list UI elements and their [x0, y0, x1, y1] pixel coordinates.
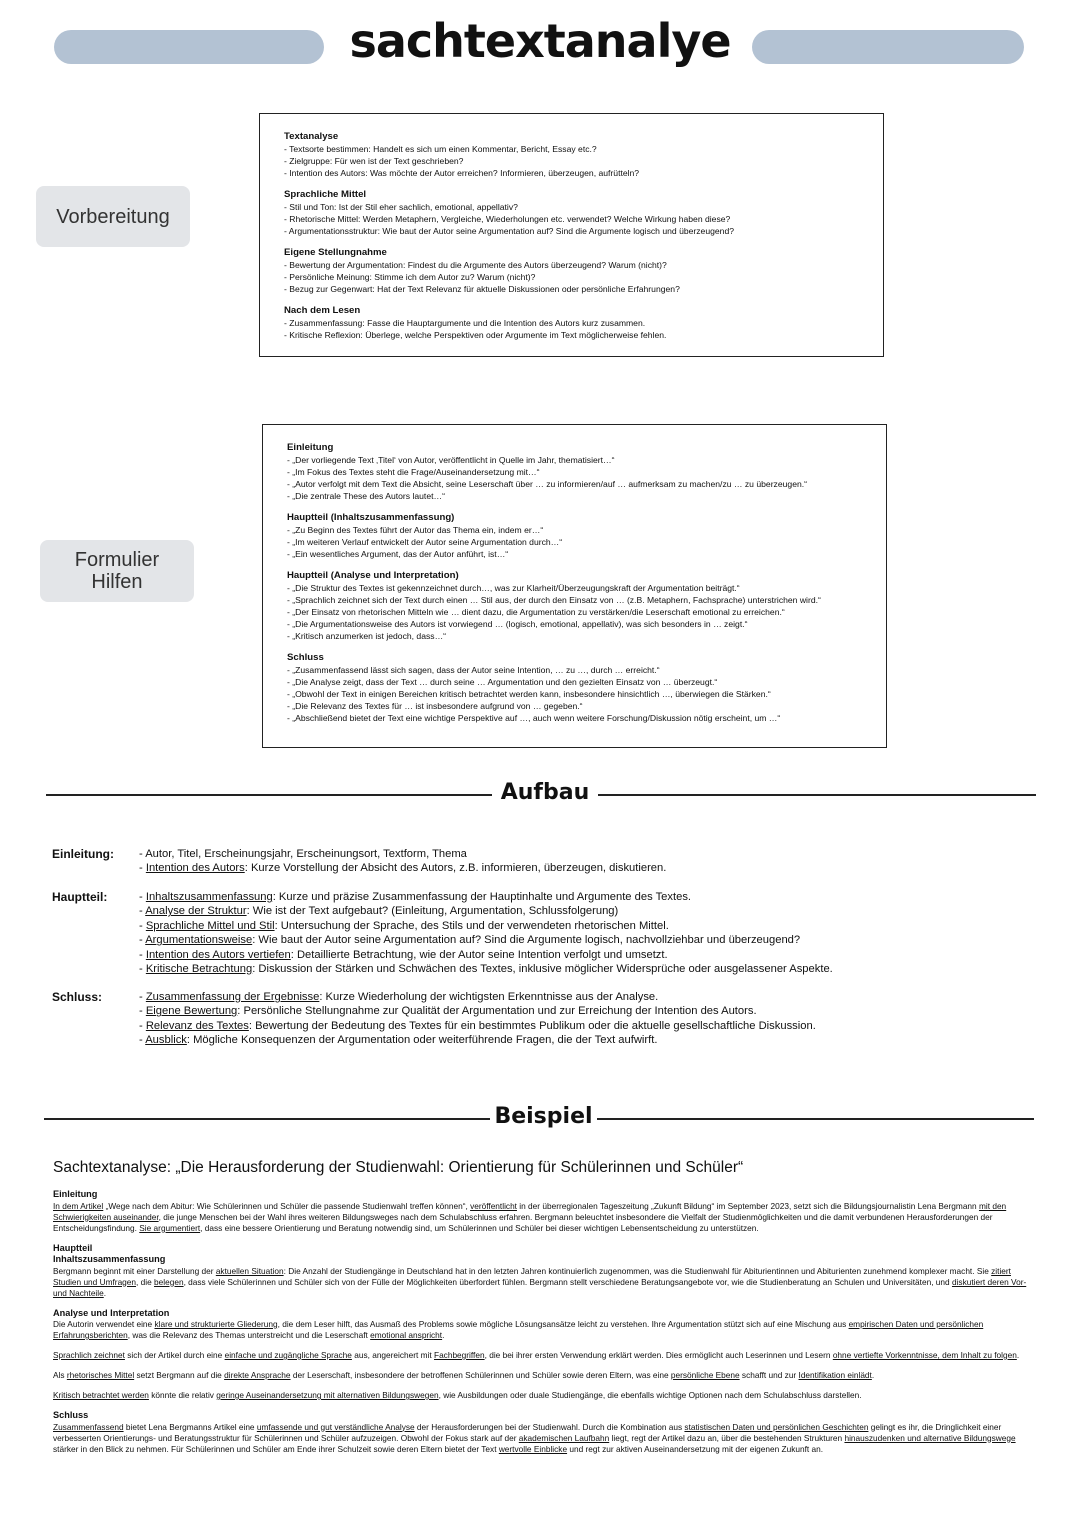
text-run: Bergmann beginnt mit einer Darstellung der [53, 1265, 216, 1276]
text-run: stärker in den Blick zu nehmen. Für Schülerinnen und Schüler am Ende ihrer Schulzeit sowie deren Eltern bietet der Text [53, 1443, 499, 1454]
box-section [284, 246, 859, 295]
text-run: in der überregionalen Tageszeitung „Zukunft Bildung“ im September 2023, setzt sich die Bildungsjournalistin Lena Bergmann [516, 1200, 979, 1211]
section-line: - Bewertung der Argumentation: Findest du die Argumente des Autors überzeugend? Warum (nicht)? [284, 260, 667, 270]
aufbau-item: - Analyse der Struktur: Wie ist der Text aufgebaut? (Einleitung, Argumentation, Schlussfolgerung) [139, 905, 619, 918]
text-run: setzt Bergmann auf die [134, 1370, 225, 1380]
underlined-phrase: diskutiert deren Vor- und Nachteile [53, 1276, 1027, 1298]
formulierhilfen-label: Formulier Hilfen [40, 540, 194, 602]
aufbau-item-term: Kritische Betrachtung [145, 963, 253, 976]
text-run: , wie Ausbildungen oder duale Studiengänge, die ebenfalls wichtige Optionen nach dem Schulabschluss darstellen. [438, 1390, 862, 1400]
section-line: - „Ein wesentliches Argument, das der Autor anführt, ist…“ [287, 549, 509, 559]
underlined-phrase: Identifikation einlädt [798, 1370, 872, 1380]
text-run: , dass eine bessere Orientierung und Beratung notwendig sind, um Schülerinnen und Schüler bei dieser wichtigen Lebensentscheidung zu unterstützen. [200, 1222, 759, 1233]
aufbau-items [139, 847, 1039, 876]
underlined-phrase: einfache und zugängliche Sprache [224, 1350, 352, 1360]
beispiel-einleitung [53, 1201, 1028, 1234]
section-line: - „Zusammenfassend lässt sich sagen, dass der Autor seine Intention, … zu …, durch … erreicht.“ [287, 665, 660, 675]
text-run: , die bei ihrer ersten Verwendung erklärt werden. Dies ermöglicht auch Leserinnen und Lesern [484, 1350, 833, 1360]
vorbereitung-label: Vorbereitung [36, 186, 190, 247]
aufbau-item: - Inhaltszusammenfassung: Kurze und präzise Zusammenfassung der Hauptinhalte und Argumente des Textes. [139, 891, 692, 903]
aufbau-item-term: Argumentationsweise [145, 934, 253, 947]
beispiel-schluss [53, 1422, 1028, 1455]
section-line: - Zusammenfassung: Fasse die Hauptargumente und die Intention des Autors kurz zusammen. [284, 318, 646, 328]
underlined-phrase: Sie argumentiert [139, 1222, 201, 1233]
underlined-phrase: geringe Auseinandersetzung mit alternativen Bildungswegen [216, 1390, 439, 1400]
beispiel-inhalt [53, 1266, 1028, 1299]
section-line: - „Die zentrale These des Autors lautet…“ [287, 491, 445, 501]
section-line: - „Der Einsatz von rhetorischen Mitteln wie … dient dazu, die Argumentation zu verstärken/die Leserschaft emotional zu erreichen.“ [287, 607, 785, 617]
vorbereitung-box [259, 113, 884, 357]
box-section [287, 511, 862, 560]
beispiel-divider-right [597, 1118, 1034, 1120]
text-run: gelingt es ihr, die Dringlichkeit einer verbesserten Orientierungs- und Beratungsstruktur für Schülerinnen und Schüler aufzuzeigen. Obwohl der Fokus stark auf der [53, 1421, 1002, 1443]
text-run: , die junge Menschen bei der Wahl ihres weiteren Bildungsweges nach dem Schulabschluss erfahren. Bergmann beleuchtet insbesondere die Vielfalt der Studienmöglichkeiten und die damit verbundenen Herausforderungen der Entscheidungsfindung. [53, 1211, 993, 1233]
aufbau-key: Einleitung: [52, 847, 114, 861]
aufbau-item: - Eigene Bewertung: Persönliche Stellungnahme zur Qualität der Argumentation und zur Erreichung der Intention des Autors. [139, 1005, 757, 1018]
beispiel-inhalt-heading: Inhaltszusammenfassung [53, 1254, 166, 1264]
section-heading: Eigene Stellungnahme [284, 247, 387, 258]
section-line: - „Im weiteren Verlauf entwickelt der Autor seine Argumentation durch…“ [287, 537, 563, 547]
section-line: - „Die Relevanz des Textes für … ist insbesondere aufgrund von … gegeben.“ [287, 701, 583, 711]
text-run: der Leserschaft, insbesondere der betroffenen Schülerinnen und Schüler sowie deren Eltern, was eine [290, 1370, 671, 1380]
underlined-phrase: umfassende und gut verständliche Analyse [256, 1421, 415, 1432]
text-run: könnte die relativ [148, 1390, 217, 1400]
header-pill-left [54, 30, 324, 64]
text-run: Die Autorin verwendet eine [53, 1319, 155, 1329]
aufbau-item-term: Sprachliche Mittel und Stil [145, 919, 275, 932]
section-line: - „Die Struktur des Textes ist gekennzeichnet durch…, was zur Klarheit/Überzeugungskraft der Argumentation beiträgt.“ [287, 583, 740, 593]
aufbau-item-text: : Diskussion der Stärken und Schwächen des Textes, inklusive möglicher Widersprüche oder ausgelassener Aspekte. [252, 963, 833, 976]
text-run: und regt zur aktiven Auseinandersetzung mit der eigenen Zukunft an. [567, 1443, 824, 1454]
underlined-phrase: Kritisch betrachtet werden [53, 1390, 149, 1400]
aufbau-item-term: Ausblick [145, 1034, 187, 1047]
beispiel-analyse-1 [53, 1319, 1028, 1341]
section-line: - Argumentationsstruktur: Wie baut der Autor seine Argumentation auf? Sind die Argumente logisch und überzeugend? [284, 226, 735, 236]
aufbau-item: - Intention des Autors vertiefen: Detaillierte Betrachtung, wie der Autor seine Intention verfolgt und umsetzt. [139, 948, 668, 961]
aufbau-item-term: Intention des Autors [145, 862, 245, 875]
box-section [284, 188, 859, 237]
underlined-phrase: Fachbegriffen [434, 1350, 485, 1360]
text-run: . [871, 1370, 875, 1380]
text-run: . [442, 1330, 445, 1340]
aufbau-items [139, 890, 1039, 976]
text-run: bietet Lena Bergmanns Artikel eine [123, 1421, 257, 1432]
formulierhilfen-box [262, 424, 887, 748]
section-heading: Sprachliche Mittel [284, 189, 367, 200]
aufbau-item: - Zusammenfassung der Ergebnisse: Kurze Wiederholung der wichtigsten Erkenntnisse aus der Analyse. [139, 991, 659, 1003]
text-run: , die [136, 1276, 155, 1287]
aufbau-items [139, 990, 1039, 1048]
box-section [287, 569, 862, 642]
aufbau-item-term: Analyse der Struktur [145, 905, 247, 918]
aufbau-key: Schluss: [52, 990, 103, 1004]
aufbau-item-text: : Wie baut der Autor seine Argumentation auf? Sind die Argumente logisch, nachvollziehbar und überzeugend? [252, 934, 801, 947]
section-line: - „Abschließend bietet der Text eine wichtige Perspektive auf …, auch wenn weitere Forschung/Diskussion nötig erscheint, um …“ [287, 713, 781, 723]
aufbau-divider-left [46, 794, 492, 796]
text-run: , die dem Leser hilft, das Ausmaß des Problems sowie mögliche Lösungsansätze leicht zu verstehen. Ihre Argumentation stützt sich auf eine Mischung aus [277, 1319, 849, 1329]
section-heading: Nach dem Lesen [284, 305, 361, 316]
beispiel-analyse-2 [53, 1350, 1028, 1361]
aufbau-item-text: : Kurze und präzise Zusammenfassung der Hauptinhalte und Argumente des Textes. [272, 891, 692, 903]
beispiel-heading: Beispiel [494, 1104, 593, 1129]
section-line: - „Kritisch anzumerken ist jedoch, dass…“ [287, 631, 447, 641]
section-line: - Textsorte bestimmen: Handelt es sich um einen Kommentar, Bericht, Essay etc.? [284, 144, 597, 154]
aufbau-item: - Argumentationsweise: Wie baut der Autor seine Argumentation auf? Sind die Argumente logisch, nachvollziehbar und überzeugend? [139, 934, 801, 947]
aufbau-key: Hauptteil: [52, 890, 108, 904]
section-line: - Bezug zur Gegenwart: Hat der Text Relevanz für aktuelle Diskussionen oder persönliche Erfahrungen? [284, 284, 680, 294]
beispiel-title: Sachtextanalyse: „Die Herausforderung der Studienwahl: Orientierung für Schülerinnen und Schüler“ [53, 1159, 744, 1176]
section-line: - „Die Analyse zeigt, dass der Text … durch seine … Argumentation und den gezielten Einsatz von … überzeugt.“ [287, 677, 718, 687]
aufbau-item-text: : Untersuchung der Sprache, des Stils und der verwendeten rhetorischen Mittel. [274, 919, 669, 932]
section-line: - „Sprachlich zeichnet sich der Text durch einen … Stil aus, der durch den Einsatz von … (z.B. Metaphern, Fachsprache) unterstrichen wird.“ [287, 595, 821, 605]
beispiel-text [53, 1189, 1028, 1464]
underlined-phrase: ohne vertiefte Vorkenntnisse, dem Inhalt zu folgen [832, 1350, 1017, 1360]
aufbau-item: - Ausblick: Mögliche Konsequenzen der Argumentation oder weiterführende Fragen, die der Text aufwirft. [139, 1034, 658, 1047]
header-pill-right [752, 30, 1024, 64]
underlined-phrase: akademischen Laufbahn [518, 1432, 610, 1443]
box-section [287, 441, 862, 502]
text-run: liegt, regt der Artikel dazu an, über die bestehenden Strukturen [609, 1432, 845, 1443]
aufbau-item-text: : Detaillierte Betrachtung, wie der Autor seine Intention verfolgt und umsetzt. [290, 948, 668, 961]
text-run: aus, angereichert mit [351, 1350, 434, 1360]
underlined-phrase: zitiert Studien und Umfragen [53, 1265, 1011, 1287]
aufbau-item: - Kritische Betrachtung: Diskussion der Stärken und Schwächen des Textes, inklusive möglicher Widersprüche oder ausgelassener Aspekte. [139, 963, 833, 976]
beispiel-analyse-4 [53, 1390, 1028, 1401]
section-line: - Persönliche Meinung: Stimme ich dem Autor zu? Warum (nicht)? [284, 272, 536, 282]
aufbau-item-text: : Bewertung der Bedeutung des Textes für ein bestimmtes Publikum oder die aktuelle gesellschaftliche Diskussion. [248, 1019, 816, 1032]
underlined-phrase: hinauszudenken und alternative Bildungswege [844, 1432, 1016, 1443]
aufbau-item-term: Zusammenfassung der Ergebnisse [145, 991, 320, 1003]
section-line: - „Zu Beginn des Textes führt der Autor das Thema ein, indem er…“ [287, 525, 544, 535]
section-line: - „Der vorliegende Text ‚Titel‘ von Autor, veröffentlicht in Quelle im Jahr, thematisiert…“ [287, 455, 615, 465]
text-run: sich der Artikel durch eine [124, 1350, 225, 1360]
section-line: - „Autor verfolgt mit dem Text die Absicht, seine Leserschaft über … zu informieren/auf … aufmerksam zu machen/zu … zu überzeugen.“ [287, 479, 807, 489]
underlined-phrase: mit den Schwierigkeiten auseinander [53, 1200, 1007, 1222]
underlined-phrase: statistischen Daten und persönlichen Geschichten [684, 1421, 869, 1432]
underlined-phrase: Sprachlich zeichnet [53, 1350, 125, 1360]
section-line: - Rhetorische Mittel: Werden Metaphern, Vergleiche, Wiederholungen etc. verwendet? Welche Wirkung haben diese? [284, 214, 731, 224]
box-section [284, 304, 859, 341]
beispiel-analyse-3 [53, 1370, 1028, 1381]
section-heading: Einleitung [287, 442, 334, 453]
underlined-phrase: aktuellen Situation [215, 1265, 284, 1276]
aufbau-item [139, 847, 1039, 861]
underlined-phrase: wertvolle Einblicke [498, 1443, 568, 1454]
aufbau-item-term: Eigene Bewertung [145, 1005, 238, 1018]
beispiel-einleitung-heading: Einleitung [53, 1189, 98, 1199]
text-run: . [103, 1287, 107, 1298]
section-heading: Hauptteil (Analyse und Interpretation) [287, 570, 459, 581]
beispiel-hauptteil-heading: Hauptteil [53, 1242, 93, 1253]
section-line: - Zielgruppe: Für wen ist der Text geschrieben? [284, 156, 464, 166]
box-section [284, 130, 859, 179]
page-title: sachtextanalye [349, 14, 731, 68]
text-run: „Wege nach dem Abitur: Wie Schülerinnen und Schüler die passende Studienwahl treffen können“, [103, 1200, 471, 1211]
underlined-phrase: klare und strukturierte Gliederung [154, 1319, 278, 1329]
aufbau-item-text: : Kurze Vorstellung der Absicht des Autors, z.B. informieren, überzeugen, diskutieren. [244, 862, 667, 875]
text-run: , dass viele Schülerinnen und Schüler sich von der Fülle der Möglichkeiten überfordert fühlen. Bergmann stellt verschiedene Beratungsangebote vor, wie die Studienberatung an Schulen und Universitäten, und [183, 1276, 952, 1287]
section-line: - Intention des Autors: Was möchte der Autor erreichen? Informieren, überzeugen, aufrütteln? [284, 168, 640, 178]
aufbau-item-text: : Mögliche Konsequenzen der Argumentation oder weiterführende Fragen, die der Text aufwirft. [186, 1034, 658, 1047]
text-run: . [1016, 1350, 1020, 1360]
aufbau-item-term: Inhaltszusammenfassung [145, 891, 273, 903]
underlined-phrase: empirischen Daten und persönlichen Erfahrungsberichten [53, 1319, 984, 1340]
text-run: , was die Relevanz des Themas unterstreicht und die Leserschaft [127, 1330, 371, 1340]
section-heading: Textanalyse [284, 131, 339, 142]
underlined-phrase: rhetorisches Mittel [66, 1370, 135, 1380]
beispiel-divider-left [44, 1118, 490, 1120]
beispiel-schluss-heading: Schluss [53, 1410, 89, 1420]
aufbau-item-text: : Kurze Wiederholung der wichtigsten Erkenntnisse aus der Analyse. [319, 991, 659, 1003]
text-run: : Die Anzahl der Studiengänge in Deutschland hat in den letzten Jahren kontinuierlich zugenommen, was die Studienwahl für Abiturientinnen und Abiturienten zunehmend komplexer macht. Sie [283, 1265, 992, 1276]
underlined-phrase: belegen [154, 1276, 184, 1287]
aufbau-divider-right [598, 794, 1036, 796]
box-section [287, 651, 862, 724]
section-line: - Stil und Ton: Ist der Stil eher sachlich, emotional, appellativ? [284, 202, 518, 212]
aufbau-item: - Relevanz des Textes: Bewertung der Bedeutung des Textes für ein bestimmtes Publikum oder die aktuelle gesellschaftliche Diskussion. [139, 1019, 816, 1032]
section-line: - Kritische Reflexion: Überlege, welche Perspektiven oder Argumente im Text möglicherweise fehlen. [284, 330, 667, 340]
underlined-phrase: veröffentlicht [470, 1200, 517, 1211]
aufbau-item-text: : Persönliche Stellungnahme zur Qualität der Argumentation und zur Erreichung der Intention des Autors. [237, 1005, 757, 1018]
text-run: schafft und zur [739, 1370, 799, 1380]
section-line: - „Obwohl der Text in einigen Bereichen kritisch betrachtet werden kann, insbesondere hinsichtlich …, überwiegen die Stärken.“ [287, 689, 771, 699]
underlined-phrase: persönliche Ebene [670, 1370, 740, 1380]
aufbau-item: - Intention des Autors: Kurze Vorstellung der Absicht des Autors, z.B. informieren, überzeugen, diskutieren. [139, 862, 667, 875]
aufbau-item-term: Intention des Autors vertiefen [145, 948, 291, 961]
text-run: der Herausforderungen bei der Studienwahl. Durch die Kombination aus [414, 1421, 685, 1432]
underlined-phrase: Zusammenfassend [53, 1421, 124, 1432]
aufbau-item: - Sprachliche Mittel und Stil: Untersuchung der Sprache, des Stils und der verwendeten rhetorischen Mittel. [139, 919, 669, 932]
aufbau-heading: Aufbau [500, 780, 590, 805]
section-line: - „Die Argumentationsweise des Autors ist vorwiegend … (logisch, emotional, appellativ), was sich besonders in … zeigt.“ [287, 619, 748, 629]
aufbau-item-text: : Wie ist der Text aufgebaut? (Einleitung, Argumentation, Schlussfolgerung) [246, 905, 619, 918]
section-heading: Hauptteil (Inhaltszusammenfassung) [287, 512, 455, 523]
section-heading: Schluss [287, 652, 324, 663]
underlined-phrase: direkte Ansprache [224, 1370, 291, 1380]
underlined-phrase: emotional anspricht [370, 1330, 443, 1340]
beispiel-analyse-heading: Analyse und Interpretation [53, 1307, 170, 1318]
text-run: Als [53, 1370, 67, 1380]
section-line: - „Im Fokus des Textes steht die Frage/Auseinandersetzung mit…“ [287, 467, 540, 477]
aufbau-item-text: - Autor, Titel, Erscheinungsjahr, Erscheinungsort, Textform, Thema [139, 848, 467, 860]
underlined-phrase: In dem Artikel [53, 1200, 104, 1211]
aufbau-item-term: Relevanz des Textes [145, 1019, 249, 1032]
